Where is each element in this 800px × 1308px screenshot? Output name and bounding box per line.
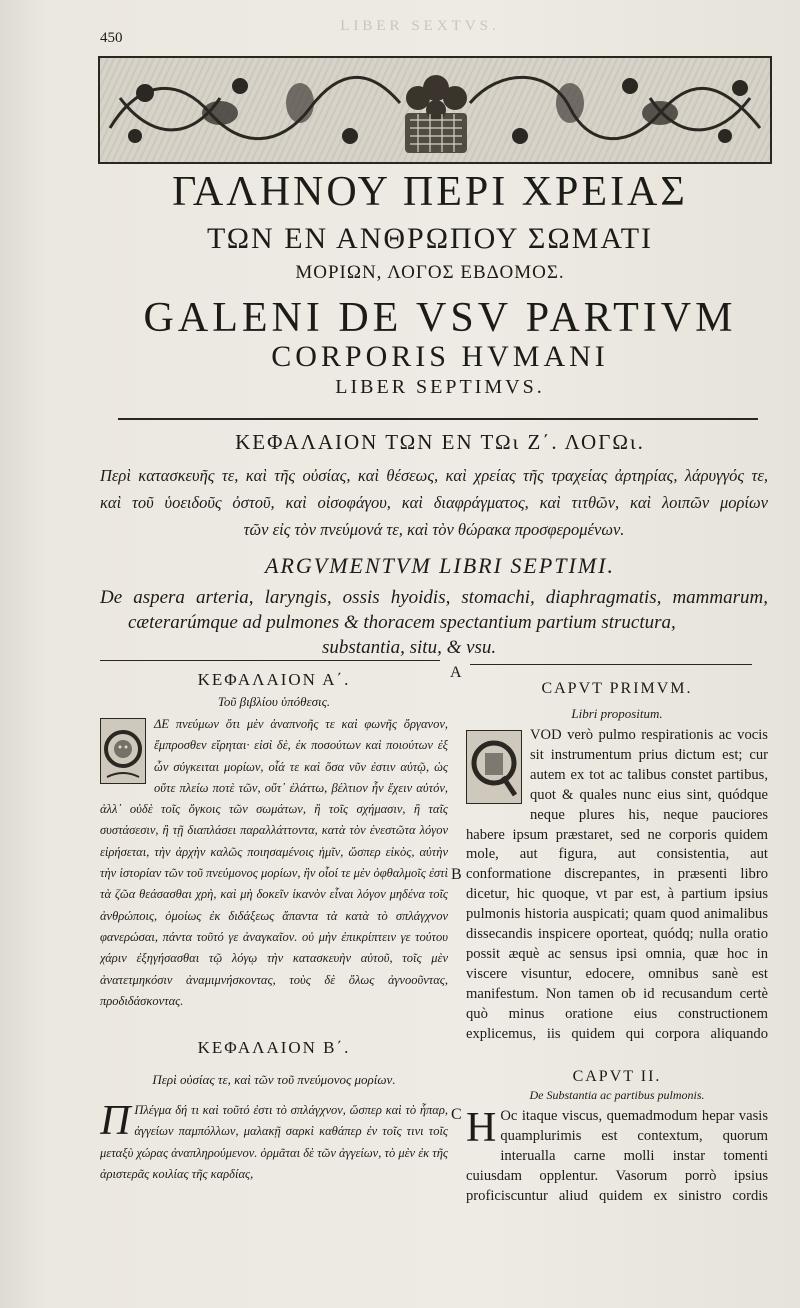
greek-chapter2-text: Πλέγμα δή τι καὶ τοῦτό ἐστι τὸ σπλάγχνον, ὥσπερ καὶ τὸ ἧπαρ, ἀγγείων παμπόλλων, μαλακῇ σαρκὶ καθάπερ ἐν τοῖς τινι τοῖς μεταξὺ χώρας ἀναπληρούμενον. ὁρμᾶται δὲ τῶν ἀγγείων, τὸ μὲν ἐκ τῆς ἀριστερᾶς κοιλίας τῆς καρδίας, (100, 1103, 448, 1181)
latin-argument-line1: De aspera arteria, laryngis, ossis hyoidis, stomachi, diaphragmatis, mammarum, (100, 587, 768, 608)
margin-letter-b: B (451, 866, 462, 883)
greek-chapter1-subtitle: Τοῦ βιβλίου ὑπόθεσις. (217, 694, 331, 709)
latin-title-line3: LIBER SEPTIMVS. (335, 376, 545, 398)
headpiece-engraving (100, 58, 770, 162)
greek-title-line1: ΓΑΛΗΝΟΥ ΠΕΡΙ ΧΡΕΙΑΣ (172, 169, 688, 215)
greek-initial-pi: Π (100, 1100, 131, 1144)
latin-initial-h: H (466, 1107, 497, 1151)
margin-letter-a: A (450, 664, 462, 681)
latin-chapter2-heading: CAPVT II. (572, 1068, 662, 1085)
latin-chapter1-subtitle: Libri propositum. (571, 706, 663, 721)
ornamental-headpiece (98, 56, 772, 164)
latin-argument-line2: cæterarúmque ad pulmones & thoracem spectantium partium structura, (128, 612, 676, 633)
greek-chapter1-text: ΔΕ πνεύμων ὅτι μὲν ἀναπνοῆς τε καὶ φωνῆς ὄργανον, ἔμπροσθεν εἴρηται· εἰσὶ δὲ, ἐκ ποσούτων καὶ ποιούτων ἐξ ὧν σύγκειται μορίων, οἷά τε καὶ ὅσα νῦν ἐστιν αὐτῷ, ὡς οὔτε πλείω ποτὲ τῶν, οὔτ᾽ ἐλάττω, βέλτιον ἦν ἔχειν αὐτόν, ἀλλ᾽ οὐδὲ τοῖς ὄγκοις τῶν σωμάτων, ἢ τοῖς σχήμασιν, ἢ ταῖς συστάσεσιν, ἢ τῇ διαπλάσει παραλλάττοντα, κατὰ τὸν ἐνεστῶτα λόγον εἰρήσεται, τὴν ἀρχὴν καλῶς ποιησαμένοις ἡμῖν, ὥσπερ εἰκὸς, αὐτὴν τὴν ἱστορίαν τῶν τοῦ πνεύμονος μορίων, ἣν οἷοί τε μὲν ὀφθαλμοῖς ἐστὶ τὰ ζῶα θεάσασθαι χρὴ, καὶ μὴ δοκεῖν ἱκανὸν εἶναι λόγον μηδένα τοῖς ἀνθρώποις, ὁμοίως ἐκ διδάξεως ἅπαντα τὰ κατὰ τὸ σπλάγχνον φανερώσαι, πάντα τοῦτό γε ἀναγκαῖον. οὐ μὴν ἐπικρίπτειν γε τούτου χάριν ἐξηγήσασθαι τῷ λόγῳ τὴν κατασκευὴν αὐτοῦ, τοῖς μὲν ἀνατετμηκόσιν ἀναμιμνήσκοντας, τοὺς δὲ ὅλως ἀγνοοῦντας, προδιδάσκοντας. (100, 717, 448, 1008)
latin-chapter2-text: Oc itaque viscus, quemadmodum hepar vasis quamplurimis est contextum, quorum interualla carne molli instar tomenti cuiusdam opplentur. Vasorum porrò ipsius proficiscuntur aliud quidem ex sinistro cordis (466, 1108, 768, 1204)
latin-chapter1-text-block (466, 726, 768, 1046)
greek-summary-line2: καὶ τοῦ ὑοειδοῦς ὀστοῦ, καὶ οἰσοφάγου, καὶ διαφράγματος, καὶ τιτθῶν, καὶ λοιπῶν μορίων (100, 493, 768, 512)
decorated-initial-left (100, 718, 146, 784)
latin-title-line1: GALENI DE VSV PARTIVM (143, 295, 737, 341)
margin-letter-c: C (451, 1106, 462, 1123)
page-number: 450 (100, 30, 123, 46)
latin-chapter2-text-block (466, 1107, 768, 1207)
left-column (100, 670, 448, 1186)
greek-summary-heading: ΚΕΦΑΛΑΙΟΝ ΤΩΝ ΕΝ ΤΩι Ζ΄. ΛΟΓΩι. (235, 430, 645, 454)
greek-title-line3: ΜΟΡΙΩΝ, ΛΟΓΟΣ ΕΒΔΟΜΟΣ. (295, 262, 565, 283)
greek-summary-line1: Περὶ κατασκευῆς τε, καὶ τῆς οὐσίας, καὶ θέσεως, καὶ χρείας τῆς τραχείας ἀρτηρίας, λάρυγγός τε, (100, 466, 768, 485)
greek-title-line2: ΤΩΝ ΕΝ ΑΝΘΡΩΠΟΥ ΣΩΜΑΤΙ (206, 222, 654, 255)
q-initial-icon (467, 731, 521, 803)
running-header-bleed-through: LIBER SEXTVS. (340, 18, 500, 34)
greek-chapter2-heading: ΚΕΦΑΛΑΙΟΝ Β΄. (197, 1038, 351, 1057)
latin-chapter1-heading: CAPVT PRIMVM. (541, 680, 693, 697)
latin-argument-heading: ARGVMENTVM LIBRI SEPTIMI. (265, 553, 615, 578)
decorated-initial-right (466, 730, 522, 804)
greek-chapter1-heading: ΚΕΦΑΛΑΙΟΝ Α΄. (197, 670, 351, 689)
face-initial-icon (101, 719, 145, 783)
latin-chapter1-text: VOD verò pulmo respirationis ac vocis sit instrumentum prius dictum est; cur autem ex tot ac talibus constet partibus, quot & quales nunc eius sint, quódque neque plures his, neque pauciores habere ipsum præstaret, sed ne corporis quidem mole, aut figura, aut consistentia, aut conformatione discrepantes, in præsenti libro dicetur, hic quoque, vt par est, à partium ipsius pulmonis historia auspicati; quam quod animalibus dissecandis inspicere oporteat, quódq; nulla oratio possit æquè ac sensus ipsi omnia, quæ hoc in viscere visuntur, edocere, omnibus sanè est manifestum. Non tamen ob id recusandum certè quò minus oratione eius constructionem explicemus, iis quidem qui corpora aliquando (466, 727, 768, 1042)
latin-title-line2: CORPORIS HVMANI (271, 340, 609, 373)
title-divider-rule (118, 418, 758, 420)
greek-chapter2-text-block (100, 1100, 448, 1186)
column-divider-left-rule (100, 660, 440, 661)
right-column (466, 680, 768, 1207)
greek-chapter2-subtitle: Περὶ οὐσίας τε, καὶ τῶν τοῦ πνεύμονος μορίων. (152, 1072, 396, 1087)
latin-argument-line3: substantia, situ, & vsu. (322, 637, 497, 658)
latin-chapter2-subtitle: De Substantia ac partibus pulmonis. (529, 1088, 705, 1102)
column-divider-right-rule (470, 664, 752, 665)
greek-summary-line3: τῶν εἰς τὸν πνεύμονά τε, καὶ τὸν θώρακα προσφερομένων. (243, 520, 625, 539)
greek-chapter1-text-block (100, 714, 448, 1016)
